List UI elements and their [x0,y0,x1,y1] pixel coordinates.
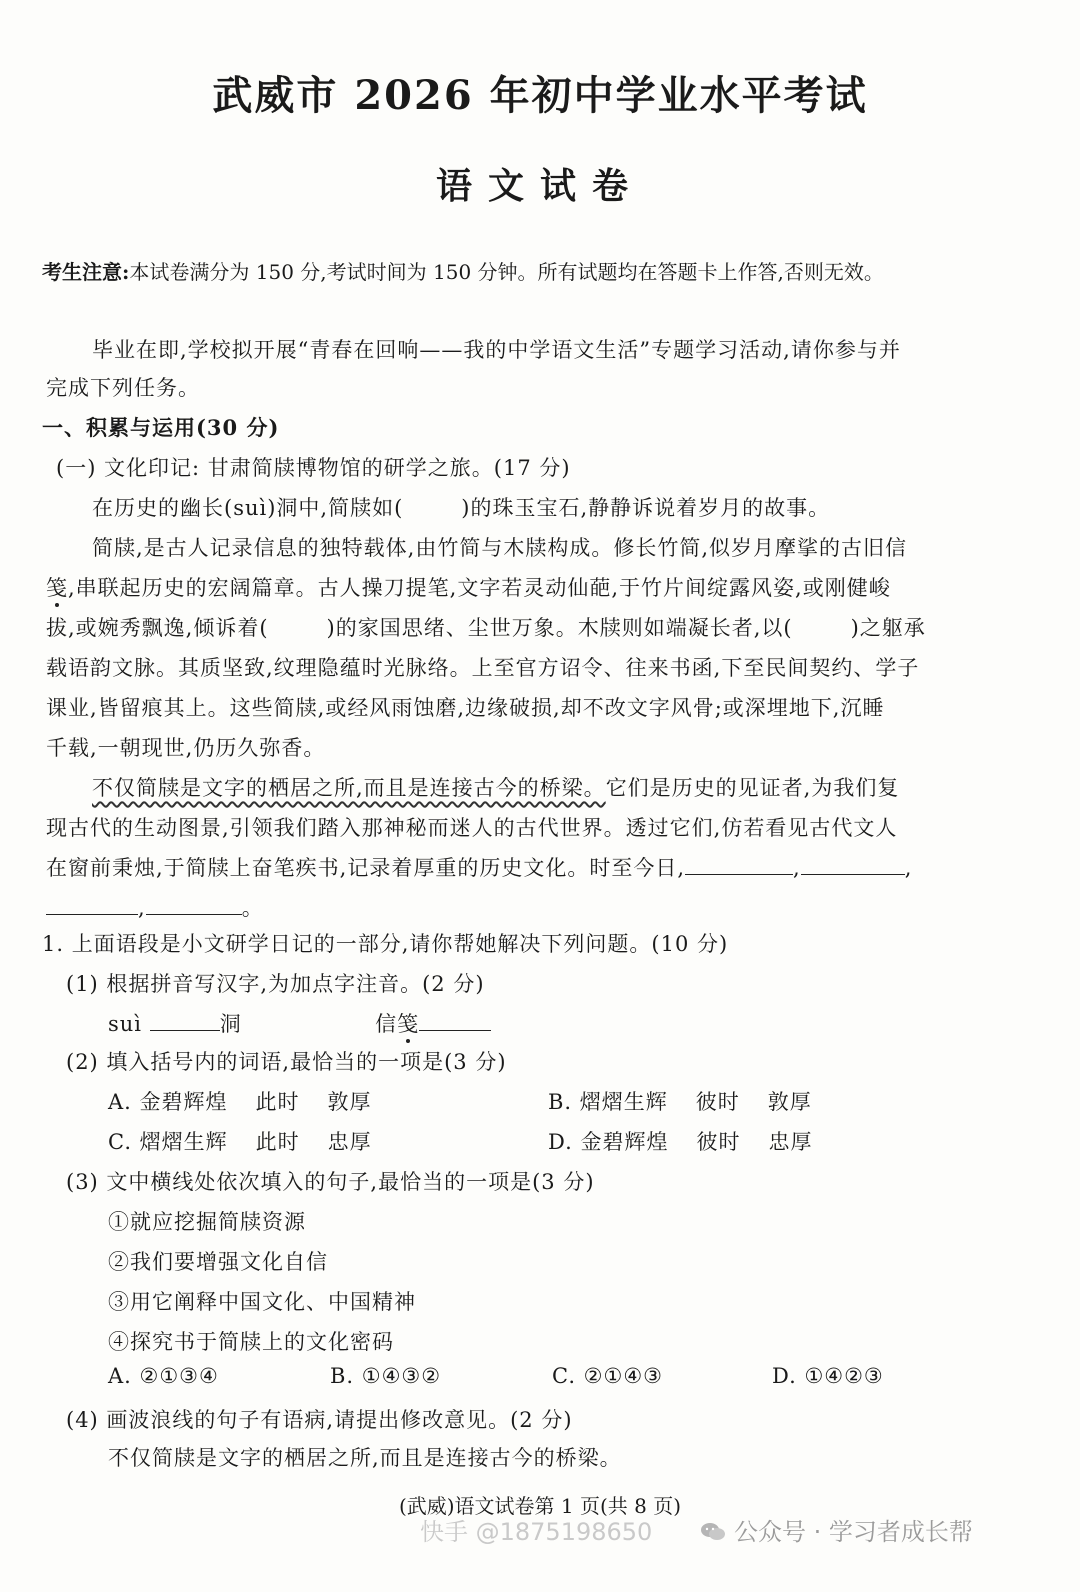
section1-subtitle: (一) 文化印记: 甘肃简牍博物馆的研学之旅。(17 分) [56,456,571,480]
answer-line-sui [150,1012,220,1031]
p3-item-1: ①就应挖掘简牍资源 [108,1210,306,1234]
p2-line-3-b: )的家国思绪、尘世万象。木牍则如端凝长者,以( [326,616,793,640]
p2-line-4: 载语韵文脉。其质坚致,纹理隐蕴时光脉络。上至官方诏令、往来书函,下至民间契约、学子 [46,656,920,680]
p1-part-b: )的珠玉宝石,静静诉说着岁月的故事。 [461,496,831,520]
intro-line-2: 完成下列任务。 [46,376,200,400]
q1-part-1: (1) 根据拼音写汉字,为加点字注音。(2 分) [66,972,485,996]
dotted-char-jian: 笺 [46,576,68,600]
p3-line-2: 现古代的生动图景,引领我们踏入那神秘而迷人的古代世界。透过它们,仿若看见古代文人 [46,816,898,840]
pinyin-sui: suì [108,1012,143,1036]
p4-sentence: 不仅简牍是文字的栖居之所,而且是连接古今的桥梁。 [108,1446,622,1470]
p3-item-4: ④探究书于简牍上的文化密码 [108,1330,394,1354]
p2-line-6: 千载,一朝现世,仍历久弥香。 [46,736,326,760]
wechat-account-text: 公众号 · 学习者成长帮 [734,1518,973,1546]
q1-part-4: (4) 画波浪线的句子有语病,请提出修改意见。(2 分) [66,1408,573,1432]
p3-option-d: D. ①④②③ [772,1364,884,1388]
period: 。 [241,896,264,920]
p2-option-a: A. 金碧辉煌 此时 敦厚 [108,1090,372,1114]
p3-line-1-rest: 它们是历史的见证者,为我们复 [605,776,900,800]
p2-option-b: B. 熠熠生辉 彼时 敦厚 [548,1090,812,1114]
kuaishou-watermark: 快手 @1875198650 [420,1518,653,1546]
p2-line-1: 简牍,是古人记录信息的独特载体,由竹简与木牍构成。修长竹简,似岁月摩挲的古旧信 [92,536,908,560]
p3-item-3: ③用它阐释中国文化、中国精神 [108,1290,416,1314]
q1-part-1-answer-row [108,1008,491,1038]
wavy-sentence: 不仅简牍是文字的栖居之所,而且是连接古今的桥梁。 [92,776,606,800]
q1-part-3: (3) 文中横线处依次填入的句子,最恰当的一项是(3 分) [66,1170,595,1194]
answer-line-jian [419,1012,491,1031]
p3-option-c: C. ②①④③ [552,1364,663,1388]
wechat-icon [700,1522,726,1542]
fill-line-2 [801,856,905,875]
question-1-stem: 1. 上面语段是小文研学日记的一部分,请你帮她解决下列问题。(10 分) [42,932,729,956]
exam-notice [42,256,1042,285]
p3-line-3 [46,852,912,882]
p2-line-3-c: )之躯承 [850,616,926,640]
char-xin: 信 [375,1012,398,1036]
fill-line-3 [46,896,138,915]
p2-line-2-rest: ,串联起历史的宏阔篇章。古人操刀提笔,文字若灵动仙葩,于竹片间绽露风姿,或刚健峻 [68,576,891,600]
p2-line-2 [46,572,891,602]
paper-title: 语文试卷 [435,165,644,207]
notice-text: 本试卷满分为 150 分,考试时间为 150 分钟。所有试题均在答题卡上作答,否则无效。 [129,260,884,284]
wechat-watermark [700,1512,973,1547]
q1-part-2: (2) 填入括号内的词语,最恰当的一项是(3 分) [66,1050,507,1074]
p2-option-c: C. 熠熠生辉 此时 忠厚 [108,1130,372,1154]
fill-line-1 [685,856,793,875]
notice-label: 考生注意: [42,260,130,284]
comma-1: , [793,856,801,880]
p2-line-3-a: 拔,或婉秀飘逸,倾诉着( [46,616,269,640]
p3-option-a: A. ②①③④ [108,1364,219,1388]
p3-line-4 [46,892,264,922]
page-footer: (武威)语文试卷第 1 页(共 8 页) [398,1494,682,1518]
section1-title: 一、积累与运用(30 分) [42,415,280,440]
intro-line-1: 毕业在即,学校拟开展“青春在回响——我的中学语文生活”专题学习活动,请你参与并 [92,338,901,362]
p3-option-b: B. ①④③② [330,1364,442,1388]
fill-line-4 [146,896,242,915]
p3-line-1 [92,772,899,802]
p2-line-3 [46,612,926,642]
comma-3: , [138,896,146,920]
p2-line-5: 课业,皆留痕其上。这些简牍,或经风雨蚀磨,边缘破损,却不改文字风骨;或深埋地下,沉睡 [46,696,885,720]
p3-line-3-text: 在窗前秉烛,于简牍上奋笔疾书,记录着厚重的历史文化。时至今日, [46,856,686,880]
p1-part-a: 在历史的幽长(suì)洞中,简牍如( [92,496,404,520]
exam-title: 武威市 2026 年初中学业水平考试 [212,72,868,119]
paragraph-1 [92,492,830,522]
comma-2: , [904,856,913,880]
p3-item-2: ②我们要增强文化自信 [108,1250,328,1274]
p2-option-d: D. 金碧辉煌 彼时 忠厚 [548,1130,813,1154]
char-dong: 洞 [219,1012,242,1036]
dotted-char-jian-2: 笺 [397,1012,420,1036]
